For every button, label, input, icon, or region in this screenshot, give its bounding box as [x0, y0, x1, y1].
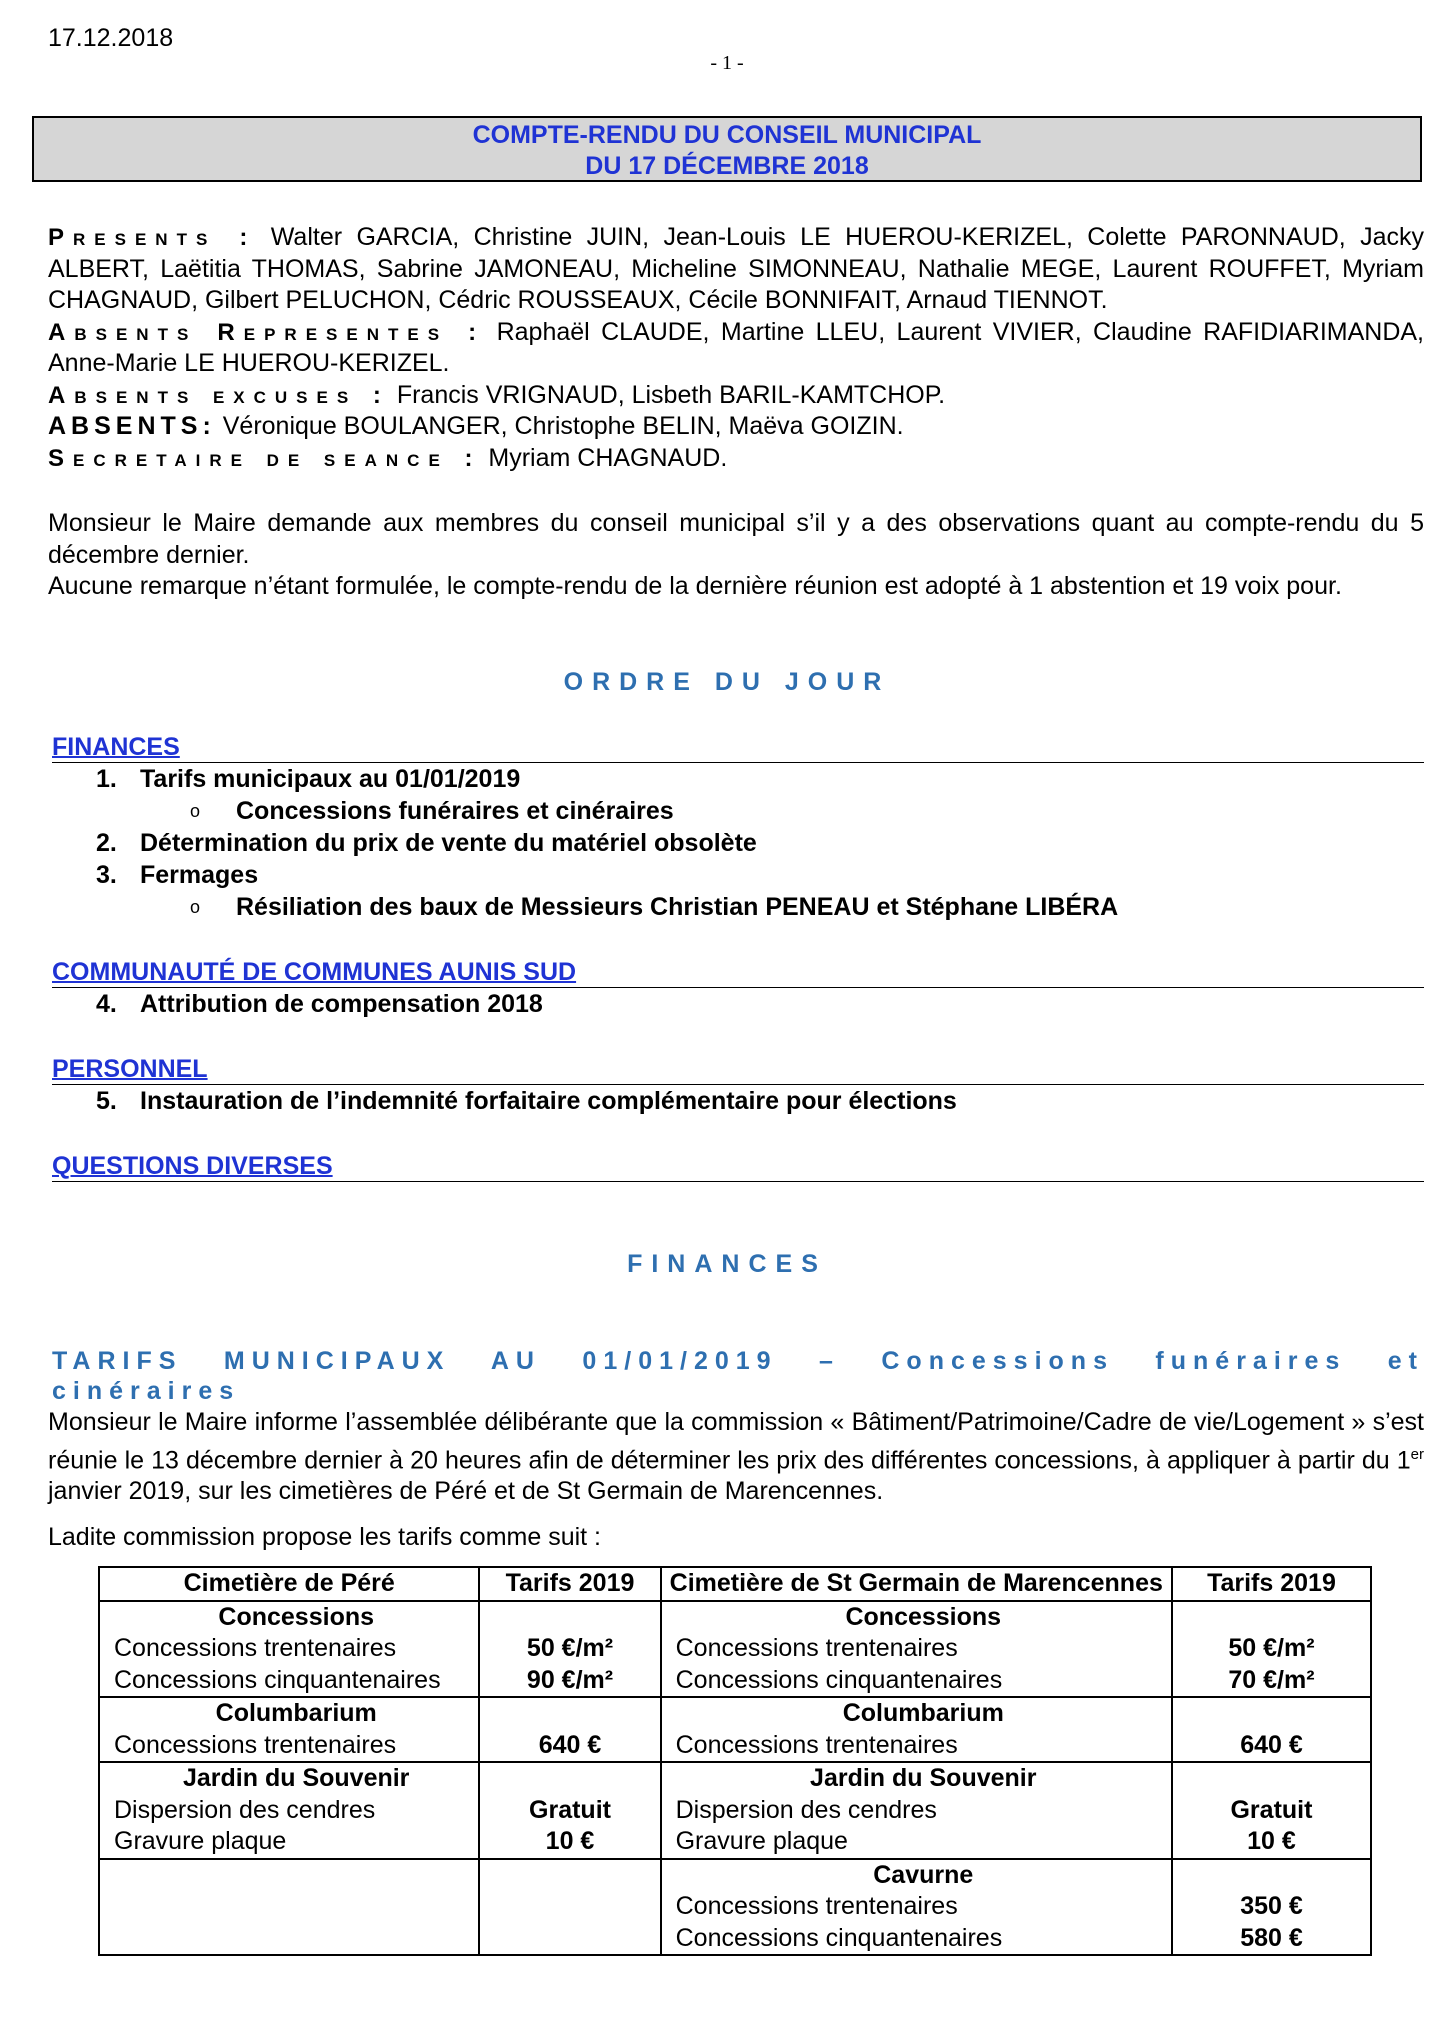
row-label: Concessions cinquantenaires [114, 1665, 441, 1694]
intro-paragraph-1: Monsieur le Maire demande aux membres du conseil municipal s’il y a des observations quant au compte-rendu du 5 décembre dernier. [48, 509, 1424, 569]
agenda-item-2: 2. Détermination du prix de vente du matériel obsolète [96, 829, 757, 857]
tarifs-table [98, 1566, 1372, 1956]
absents-names: Véronique BOULANGER, Christophe BELIN, Maëva GOIZIN. [222, 412, 904, 440]
price: 50 €/m² [526, 1634, 614, 1662]
attendance-block [48, 222, 1424, 474]
row-label: Gravure plaque [114, 1827, 287, 1855]
table-row [99, 1762, 1371, 1859]
price: 10 € [545, 1827, 595, 1855]
section-finances: FINANCES [52, 732, 1424, 763]
row-label: Dispersion des cendres [675, 1795, 937, 1824]
tarifs-section-heading: TARIFS MUNICIPAUX AU 01/01/2019 – Concessions funéraires et cinéraires [52, 1347, 1424, 1405]
document-title-box [32, 116, 1422, 182]
absents-line [48, 411, 1424, 443]
price: Gratuit [1230, 1795, 1313, 1824]
section-communaute: COMMUNAUTÉ DE COMMUNES AUNIS SUD [52, 957, 1424, 988]
pere-jardin-prices [479, 1762, 660, 1859]
price: Gratuit [529, 1795, 611, 1824]
intro-paragraph-2: Aucune remarque n’étant formulée, le compte-rendu de la dernière réunion est adopté à 1 abstention et 19 voix pour. [48, 572, 1342, 600]
agenda-item-4: 4. Attribution de compensation 2018 [96, 990, 543, 1018]
stg-concessions-cell [661, 1601, 1172, 1698]
pere-jardin-cell [99, 1762, 479, 1859]
row-label: Concessions trentenaires [675, 1634, 958, 1662]
table-header-row [99, 1567, 1371, 1601]
group-label: Concessions [845, 1602, 1002, 1631]
price: 640 € [538, 1730, 602, 1759]
pere-empty-cell [99, 1859, 479, 1956]
row-label: Concessions cinquantenaires [675, 1923, 1003, 1952]
representes-label: Absents Representes : [48, 318, 486, 346]
table-row [99, 1697, 1371, 1762]
header-tarifs-pere: Tarifs 2019 [479, 1567, 660, 1601]
group-label: Cavurne [873, 1860, 974, 1889]
ordre-du-jour-heading: ORDRE DU JOUR [563, 668, 891, 696]
header-cimetiere-pere: Cimetière de Péré [99, 1567, 479, 1601]
absents-label: ABSENTS: [48, 412, 216, 440]
page-number: - 1 - [710, 52, 744, 74]
header-tarifs-stgermain: Tarifs 2019 [1172, 1567, 1371, 1601]
pere-columbarium-prices [479, 1697, 660, 1762]
row-label: Dispersion des cendres [114, 1795, 376, 1824]
stg-concessions-prices [1172, 1601, 1371, 1698]
price: 640 € [1240, 1730, 1303, 1759]
stg-columbarium-prices [1172, 1697, 1371, 1762]
price: 350 € [1240, 1892, 1303, 1920]
pere-columbarium-cell [99, 1697, 479, 1762]
pere-concessions-cell [99, 1601, 479, 1698]
table-row [99, 1601, 1371, 1698]
row-label: Concessions trentenaires [114, 1634, 397, 1662]
proposal-line: Ladite commission propose les tarifs comme suit : [48, 1523, 601, 1551]
price: 70 €/m² [1228, 1665, 1315, 1694]
stg-jardin-prices [1172, 1762, 1371, 1859]
agenda-subitem-3: o Résiliation des baux de Messieurs Christian PENEAU et Stéphane LIBÉRA [190, 893, 1119, 921]
header-cimetiere-stgermain: Cimetière de St Germain de Marencennes [661, 1567, 1172, 1601]
price: 50 €/m² [1228, 1634, 1315, 1662]
title-line-1: COMPTE-RENDU DU CONSEIL MUNICIPAL [472, 121, 982, 149]
presents-line [48, 222, 1424, 317]
row-label: Concessions trentenaires [675, 1730, 958, 1759]
group-label: Jardin du Souvenir [182, 1764, 410, 1792]
stg-cavurne-cell [661, 1859, 1172, 1956]
price: 90 €/m² [526, 1665, 614, 1694]
stg-jardin-cell [661, 1762, 1172, 1859]
excuses-label: Absents excuses : [48, 381, 390, 409]
price: 580 € [1240, 1923, 1303, 1952]
agenda-item-5: 5. Instauration de l’indemnité forfaitaire complémentaire pour élections [96, 1087, 957, 1115]
section-questions-diverses: QUESTIONS DIVERSES [52, 1151, 1424, 1182]
group-label: Concessions [218, 1602, 375, 1631]
group-label: Columbarium [215, 1699, 377, 1727]
document-date: 17.12.2018 [48, 24, 174, 52]
secretaire-name: Myriam CHAGNAUD. [488, 443, 728, 472]
title-line-2: DU 17 DÉCEMBRE 2018 [585, 152, 869, 180]
finances-heading: FINANCES [627, 1250, 827, 1278]
group-label: Jardin du Souvenir [810, 1764, 1037, 1792]
excuses-line [48, 380, 1424, 412]
row-label: Concessions trentenaires [114, 1730, 397, 1759]
excuses-names: Francis VRIGNAUD, Lisbeth BARIL-KAMTCHOP. [396, 380, 946, 409]
stg-columbarium-cell [661, 1697, 1172, 1762]
agenda-item-1: 1. Tarifs municipaux au 01/01/2019 [96, 765, 521, 793]
secretaire-label: Secretaire de seance : [48, 444, 482, 472]
secretaire-line [48, 443, 1424, 475]
pere-empty-price [479, 1859, 660, 1956]
presents-label: Presents : [48, 224, 257, 251]
section-personnel: PERSONNEL [52, 1054, 1424, 1085]
commission-paragraph: Monsieur le Maire informe l’assemblée délibérante que la commission « Bâtiment/Patrimoine/Cadre de vie/Logement » s’est réunie le 13 décembre dernier à 20 heures afin de déterminer les prix des différentes concessions, à appliquer à partir du 1er janvier 2019, sur les cimetières de Péré et de St Germain de Marencennes. [48, 1408, 1424, 1506]
row-label: Concessions trentenaires [675, 1892, 958, 1920]
stg-cavurne-prices [1172, 1859, 1371, 1956]
row-label: Concessions cinquantenaires [675, 1665, 1003, 1694]
row-label: Gravure plaque [675, 1827, 848, 1855]
agenda-subitem-1: o Concessions funéraires et cinéraires [190, 797, 674, 825]
representes-line [48, 317, 1424, 380]
pere-concessions-prices [479, 1601, 660, 1698]
presents-names: Walter GARCIA, Christine JUIN, Jean-Louis LE HUEROU-KERIZEL, Colette PARONNAUD, Jacky ALBERT, Laëtitia THOMAS, Sabrine JAMONEAU, Micheline SIMONNEAU, Nathalie MEGE, Laurent ROUFFET, Myriam CHAGNAUD, Gilbert PELUCHON, Cédric ROUSSEAUX, Cécile BONNIFAIT, Arnaud TIENNOT. [48, 223, 1424, 314]
representes-names: Raphaël CLAUDE, Martine LLEU, Laurent VIVIER, Claudine RAFIDIARIMANDA, Anne-Marie LE HUEROU-KERIZEL. [48, 317, 1424, 377]
agenda-item-3: 3. Fermages [96, 861, 259, 889]
group-label: Columbarium [842, 1699, 1004, 1727]
price: 10 € [1247, 1827, 1296, 1855]
table-row [99, 1859, 1371, 1956]
